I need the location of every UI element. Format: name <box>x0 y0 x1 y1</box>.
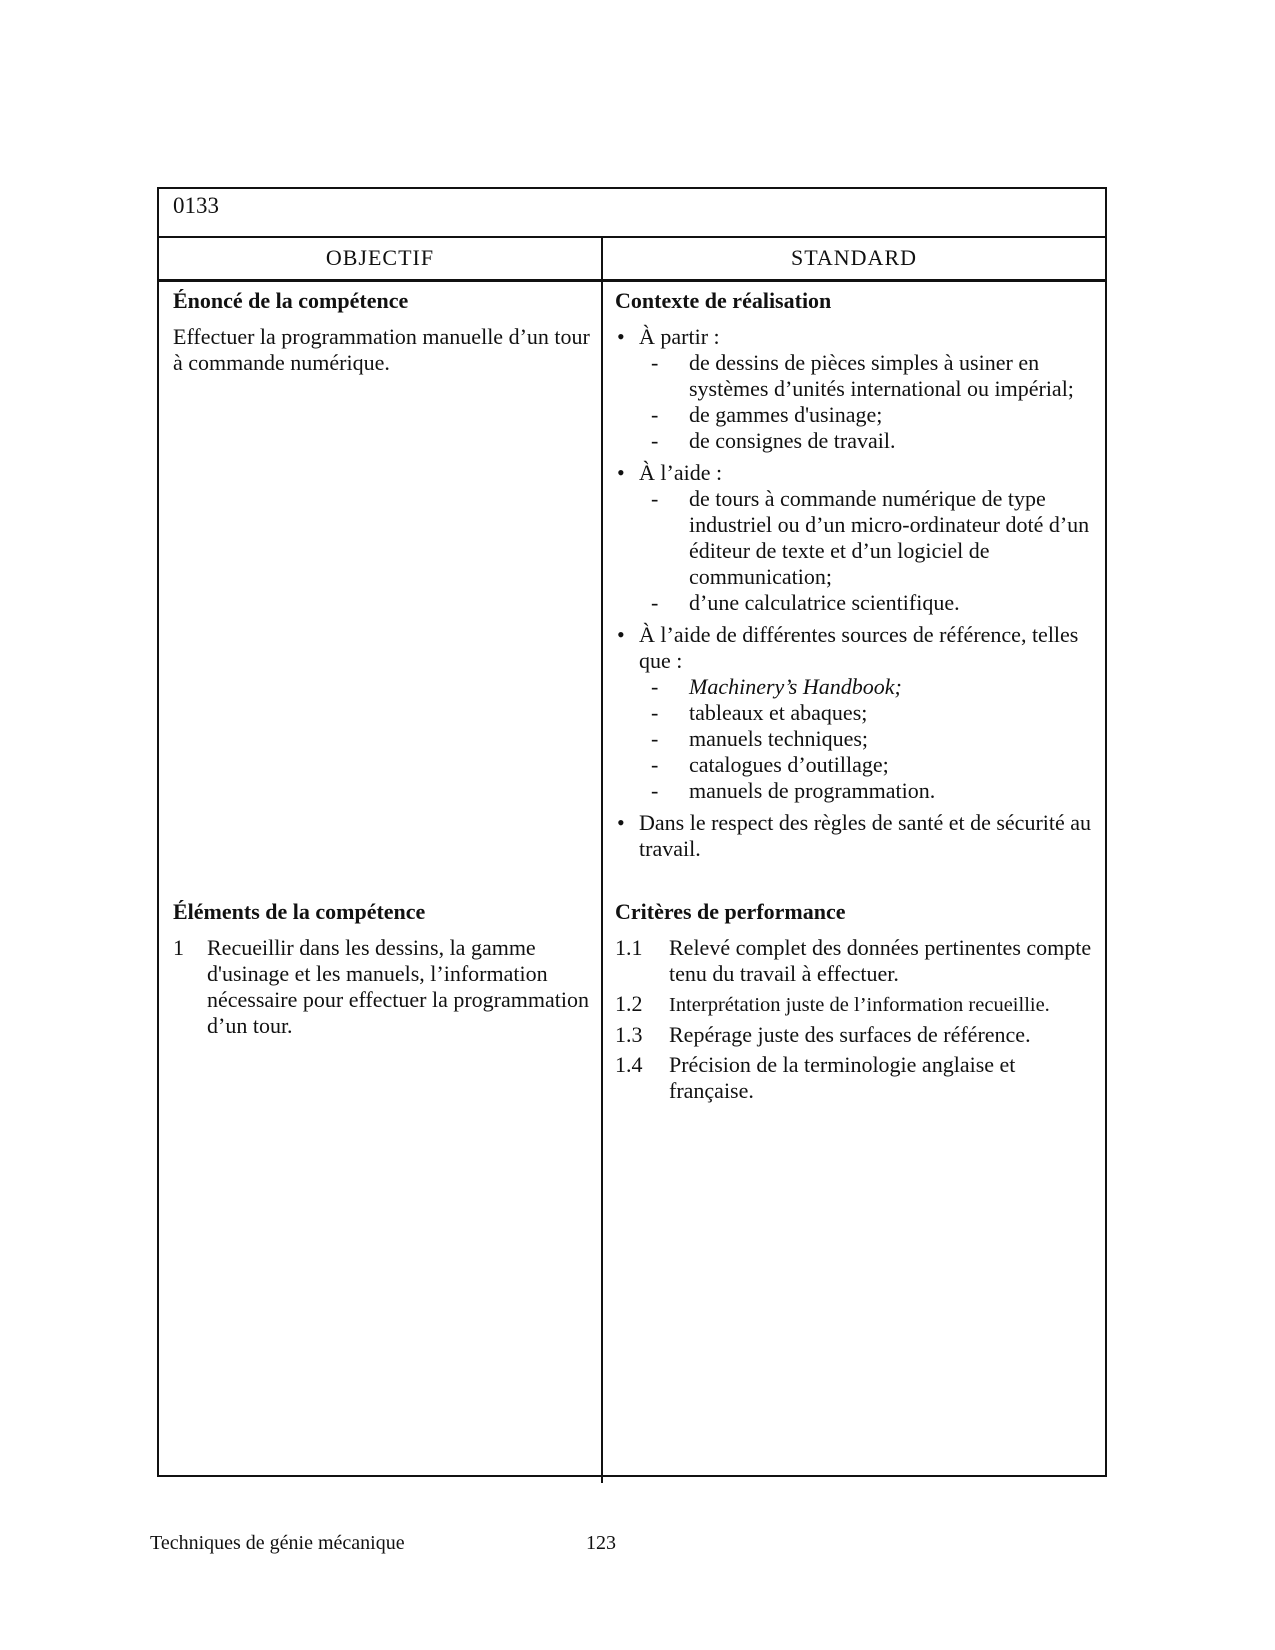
contexte-group <box>615 324 1105 350</box>
list-item: - catalogues d’outillage; <box>651 752 889 777</box>
competence-code: 0133 <box>173 193 219 218</box>
list-item: - d’une calculatrice scientifique. <box>651 590 960 615</box>
list-item: - de gammes d'usinage; <box>651 402 883 427</box>
bullet-icon: • <box>617 324 625 349</box>
group-label: À partir : <box>639 324 720 349</box>
critere-item: 1.3 Repérage juste des surfaces de référence. <box>615 1022 1031 1047</box>
list-item: - Machinery’s Handbook; <box>651 674 902 699</box>
header-row <box>159 238 1105 282</box>
code-row <box>159 189 1105 238</box>
bullet-icon: • <box>617 460 625 485</box>
competence-table <box>157 187 1107 1477</box>
bullet-icon: • <box>617 622 625 647</box>
criteres-section <box>615 899 1105 1108</box>
contexte-group <box>615 622 1105 674</box>
list-item: - manuels de programmation. <box>651 778 936 803</box>
enonce-text: Effectuer la programmation manuelle d’un tour à commande numérique. <box>173 324 590 375</box>
contexte-group <box>615 810 1105 862</box>
list-item: - tableaux et abaques; <box>651 700 868 725</box>
objectif-header: OBJECTIF <box>325 245 435 270</box>
list-item: - de tours à commande numérique de type industriel ou d’un micro-ordinateur doté d’un éditeur de texte et d’un logiciel de communication; <box>651 486 1090 589</box>
bullet-icon: • <box>617 810 625 835</box>
group-label: Dans le respect des règles de santé et de sécurité au travail. <box>639 810 1092 861</box>
list-item: - de consignes de travail. <box>651 428 896 453</box>
criteres-title: Critères de performance <box>615 899 846 924</box>
contexte-title: Contexte de réalisation <box>615 288 832 313</box>
group-label: À l’aide : <box>639 460 723 485</box>
footer-title: Techniques de génie mécanique <box>150 1532 405 1554</box>
list-item: - de dessins de pièces simples à usiner en systèmes d’unités international ou impérial; <box>651 350 1074 401</box>
elements-title: Éléments de la compétence <box>173 899 426 924</box>
enonce-title: Énoncé de la compétence <box>173 288 409 313</box>
group-label: À l’aide de différentes sources de référence, telles que : <box>639 622 1079 673</box>
list-item: - manuels techniques; <box>651 726 869 751</box>
page-number: 123 <box>586 1532 616 1554</box>
critere-item: 1.2 Interprétation juste de l’information recueillie. <box>615 991 1050 1016</box>
contexte-section <box>615 288 1105 862</box>
enonce-section <box>173 288 593 376</box>
element-item <box>173 935 593 1039</box>
element-text: Recueillir dans les dessins, la gamme d'usinage et les manuels, l’information nécessaire pour effectuer la programmation d’un tour. <box>207 935 589 1038</box>
standard-header: STANDARD <box>790 245 918 270</box>
element-number: 1 <box>173 935 184 960</box>
critere-item: 1.4 Précision de la terminologie anglaise et française. <box>615 1052 1016 1103</box>
critere-item: 1.1 Relevé complet des données pertinentes compte tenu du travail à effectuer. <box>615 935 1092 986</box>
elements-section <box>173 899 593 1039</box>
column-divider <box>601 238 603 1483</box>
contexte-group <box>615 460 1105 486</box>
